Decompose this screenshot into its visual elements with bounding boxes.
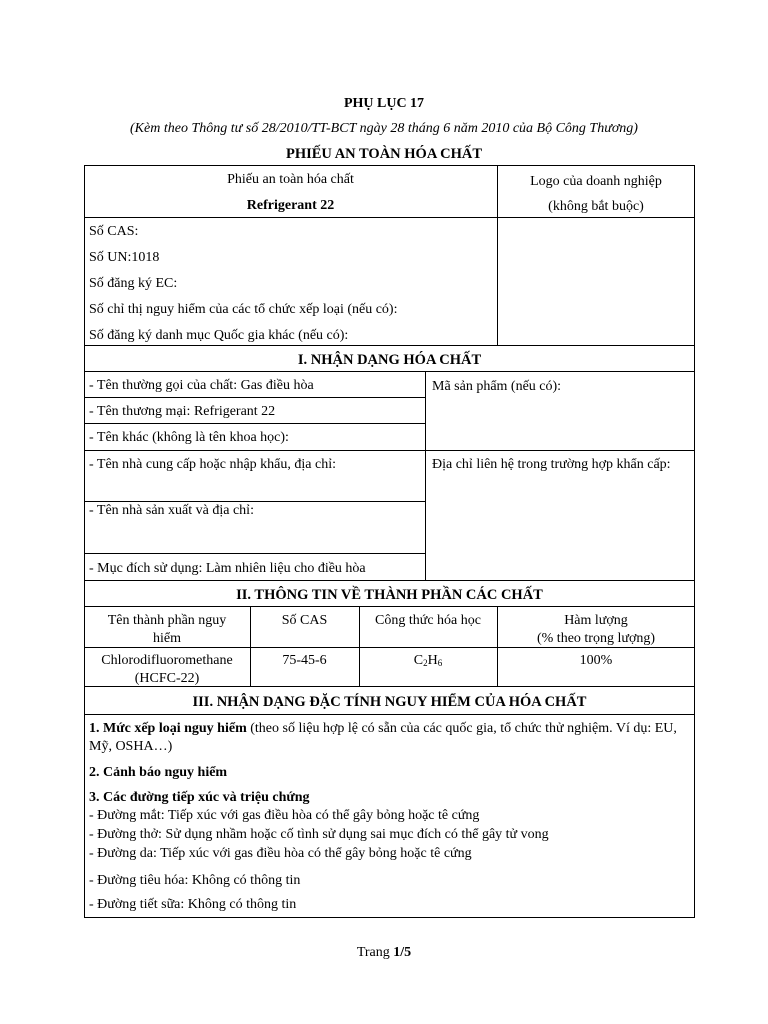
cas-number: Số CAS: (89, 224, 139, 239)
hazard-classification: 1. Mức xếp loại nguy hiểm (theo số liệu hợp lệ có sẵn của các quốc gia, tổ chức thử nghiệm. Ví dụ: EU, Mỹ, OSHA…) (89, 721, 677, 754)
product-code: Mã sản phẩm (nếu có): (432, 379, 562, 394)
divider-logo (497, 165, 498, 346)
exposure-eye: - Đường mắt: Tiếp xúc với gas điều hòa có thể gây bỏng hoặc tê cứng (89, 808, 480, 823)
safety-data-sheet-form (84, 165, 695, 918)
national-registration: Số đăng ký danh mục Quốc gia khác (nếu có): (89, 328, 349, 343)
rule (84, 606, 695, 607)
col-formula-header: Công thức hóa học (375, 613, 481, 628)
chemical-formula: $C_2H_6$ (413, 653, 443, 668)
usage-purpose: - Mục đích sử dụng: Làm nhiên liệu cho điều hòa (89, 561, 366, 576)
appendix-subtitle: (Kèm theo Thông tư số 28/2010/TT-BCT ngày 28 tháng 6 năm 2010 của Bộ Công Thương) (130, 121, 638, 136)
rule (84, 217, 695, 218)
document-title: PHIẾU AN TOÀN HÓA CHẤT (285, 146, 483, 162)
frame-top (84, 165, 695, 166)
product-name: Refrigerant 22 (246, 198, 335, 213)
frame-bottom (84, 917, 695, 918)
col-content-header: Hàm lượng (564, 613, 628, 628)
col-content-unit: (% theo trọng lượng) (536, 631, 656, 646)
logo-note: (không bắt buộc) (548, 199, 644, 214)
rule (84, 580, 695, 581)
exposure-skin: - Đường da: Tiếp xúc với gas điều hòa có thể gây bỏng hoặc tê cứng (89, 846, 472, 861)
col-cas-header: Số CAS (281, 613, 328, 628)
rule (84, 397, 425, 398)
other-name: - Tên khác (không là tên khoa học): (89, 430, 289, 445)
col-component-header: Tên thành phần nguy hiểm (107, 613, 227, 646)
exposure-lactation: - Đường tiết sữa: Không có thông tin (89, 897, 297, 912)
rule (84, 423, 425, 424)
section-3-heading: III. NHẬN DẠNG ĐẶC TÍNH NGUY HIỂM CỦA HÓA CHẤT (192, 694, 587, 710)
emergency-address: Địa chỉ liên hệ trong trường hợp khẩn cấp: (432, 457, 671, 472)
common-name: - Tên thường gọi của chất: Gas điều hòa (89, 378, 314, 393)
frame-right (694, 165, 695, 918)
appendix-title: PHỤ LỤC 17 (343, 96, 425, 111)
frame-left (84, 165, 85, 918)
section-1-heading: I. NHẬN DẠNG HÓA CHẤT (297, 352, 482, 368)
supplier: - Tên nhà cung cấp hoặc nhập khẩu, địa chỉ: (89, 457, 336, 472)
rule (84, 714, 695, 715)
sheet-label: Phiếu an toàn hóa chất (227, 172, 354, 187)
hazard-warning-heading: 2. Cảnh báo nguy hiểm (89, 765, 228, 780)
exposure-digestion: - Đường tiêu hóa: Không có thông tin (89, 873, 301, 888)
rule (84, 345, 695, 346)
hazard-index: Số chỉ thị nguy hiểm của các tổ chức xếp loại (nếu có): (89, 302, 398, 317)
logo-label: Logo của doanh nghiệp (530, 174, 662, 189)
component-cas: 75-45-6 (282, 653, 327, 668)
rule (84, 371, 695, 372)
manufacturer: - Tên nhà sản xuất và địa chỉ: (89, 503, 254, 518)
rule (84, 553, 425, 554)
page-number: Trang 1/5 (356, 945, 412, 960)
un-number: Số UN:1018 (89, 250, 160, 265)
rule (84, 450, 695, 451)
exposure-breath: - Đường thở: Sử dụng nhầm hoặc cố tình sử dụng sai mục đích có thể gây tử vong (89, 827, 549, 842)
component-content: 100% (579, 653, 613, 668)
ec-number: Số đăng ký EC: (89, 276, 178, 291)
divider-section1 (425, 371, 426, 581)
exposure-routes-heading: 3. Các đường tiếp xúc và triệu chứng (89, 790, 310, 805)
trade-name: - Tên thương mại: Refrigerant 22 (89, 404, 276, 419)
component-name: Chlorodifluoromethane (HCFC-22) (101, 653, 233, 686)
section-2-heading: II. THÔNG TIN VỀ THÀNH PHẦN CÁC CHẤT (236, 587, 543, 603)
